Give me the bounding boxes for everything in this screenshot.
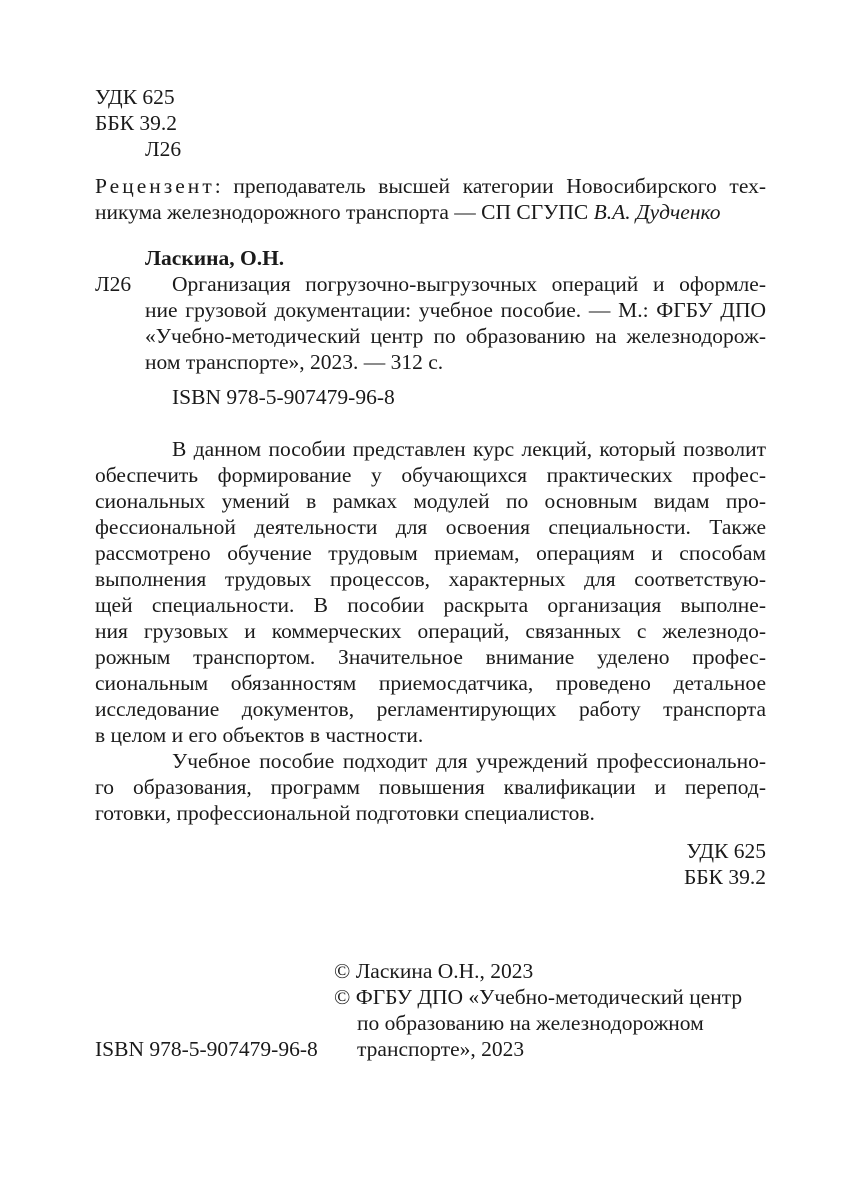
annotation-line: готовки, профессиональной подготовки специалистов.: [95, 801, 595, 825]
reviewer-text: : преподаватель высшей категории Новосибирского тех-: [214, 174, 766, 198]
annotation-line: Учебное пособие подходит для учреждений профессионально-: [172, 749, 766, 773]
annotation-line: в целом и его объектов в частности.: [95, 723, 424, 747]
annotation-line: обеспечить формирование у обучающихся практических профес-: [95, 463, 766, 487]
footer-isbn: ISBN 978-5-907479-96-8: [95, 1037, 318, 1061]
copyright-author: © Ласкина О.Н., 2023: [334, 959, 534, 983]
reviewer-line-2: [95, 199, 721, 225]
bbk-code: ББК 39.2: [95, 111, 178, 135]
reviewer-name: В.А. Дудченко: [593, 200, 721, 224]
copyright-publisher: © ФГБУ ДПО «Учебно-методический центр: [334, 985, 743, 1009]
annotation-line: В данном пособии представлен курс лекций, который позволит: [172, 437, 766, 461]
annotation-line: выполнения трудовых процессов, характерных для соответствую-: [95, 567, 766, 591]
reviewer-line-1: [95, 173, 766, 199]
biblio-mark: Л26: [95, 272, 132, 296]
biblio-line: «Учебно-методический центр по образованию на железнодорож-: [145, 324, 766, 348]
annotation-line: рожным транспортом. Значительное внимание уделено профес-: [95, 645, 766, 669]
biblio-isbn: ISBN 978-5-907479-96-8: [172, 385, 395, 409]
copyright-publisher: транспорте», 2023: [357, 1037, 525, 1061]
reviewer-label: Рецензент: [95, 174, 215, 198]
annotation-line: фессиональной деятельности для освоения специальности. Также: [95, 515, 766, 539]
udk-code: УДК 625: [95, 85, 175, 109]
footer-bbk: ББК 39.2: [683, 865, 766, 889]
annotation-line: рассмотрено обучение трудовым приемам, операциям и способам: [95, 541, 766, 565]
annotation-line: сиональных умений в рамках модулей по основным видам про-: [95, 489, 766, 513]
annotation-line: исследование документов, регламентирующих работу транспорта: [95, 697, 766, 721]
biblio-author: Ласкина, О.Н.: [145, 246, 285, 270]
annotation-line: сиональным обязанностям приемосдатчика, проведено детальное: [95, 671, 766, 695]
biblio-line: ние грузовой документации: учебное пособие. — М.: ФГБУ ДПО: [145, 298, 766, 322]
annotation-line: ния грузовых и коммерческих операций, связанных с железнодо-: [95, 619, 766, 643]
author-mark: Л26: [145, 137, 182, 161]
reviewer-org: никума железнодорожного транспорта — СП СГУПС: [95, 200, 594, 224]
annotation-line: го образования, программ повышения квалификации и перепод-: [95, 775, 766, 799]
biblio-line: ном транспорте», 2023. — 312 с.: [145, 350, 444, 374]
biblio-line: Организация погрузочно-выгрузочных операций и оформле-: [172, 272, 766, 296]
footer-udk: УДК 625: [686, 839, 766, 863]
annotation-line: щей специальности. В пособии раскрыта организация выполне-: [95, 593, 766, 617]
copyright-publisher: по образованию на железнодорожном: [357, 1011, 704, 1035]
